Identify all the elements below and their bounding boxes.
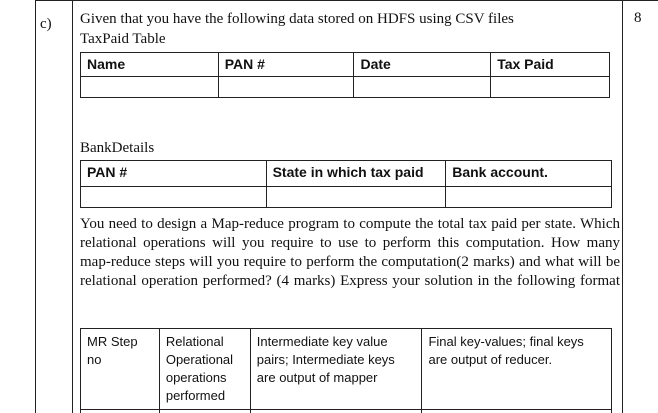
column-header-mr-step: MR Step no — [81, 329, 160, 410]
table-cell — [81, 77, 219, 98]
table-header-row — [81, 53, 610, 77]
table-header-row — [81, 161, 612, 187]
table-row — [81, 77, 610, 98]
table-cell — [81, 410, 160, 413]
bankdetails-table-caption: BankDetails — [80, 140, 155, 156]
table-cell — [159, 410, 250, 413]
table-cell — [81, 187, 267, 208]
margin-line-label — [72, 0, 73, 413]
taxpaid-table-caption: TaxPaid Table — [80, 31, 166, 47]
column-header-final-kv: Final key-values; final keys are output of reducer. — [422, 329, 612, 410]
table-header-row — [81, 329, 612, 410]
column-header-state: State in which tax paid — [266, 161, 446, 187]
column-header-relational-ops: Relational Operational operations performed — [159, 329, 250, 410]
table-cell — [446, 187, 612, 208]
question-label: c) — [40, 16, 52, 32]
taxpaid-table — [80, 52, 610, 98]
margin-line-marks — [622, 0, 623, 413]
column-header-pan: PAN # — [218, 53, 354, 77]
column-header-pan: PAN # — [81, 161, 267, 187]
column-header-tax-paid: Tax Paid — [491, 53, 610, 77]
mapreduce-format-table — [80, 328, 612, 413]
column-header-bank-account: Bank account. — [446, 161, 612, 187]
table-cell — [266, 187, 446, 208]
page-top-border — [35, 0, 658, 1]
table-cell — [491, 77, 610, 98]
table-cell — [422, 410, 612, 413]
table-cell — [250, 410, 422, 413]
column-header-intermediate-kv: Intermediate key value pairs; Intermediate keys are output of mapper — [250, 329, 422, 410]
bankdetails-table — [80, 160, 612, 208]
table-cell — [218, 77, 354, 98]
column-header-name: Name — [81, 53, 219, 77]
table-cell — [354, 77, 491, 98]
question-paragraph: You need to design a Map-reduce program to compute the total tax paid per state. Which relational operations will you require to use to perform this computation. How many map-reduce steps will you require to perform the computation(2 marks) and what will be relational operation performed? (4 marks) Express your solution in the following format — [80, 216, 620, 289]
margin-line-left — [35, 0, 36, 413]
column-header-date: Date — [354, 53, 491, 77]
table-row — [81, 410, 612, 413]
table-row — [81, 187, 612, 208]
question-intro: Given that you have the following data stored on HDFS using CSV files — [80, 11, 514, 27]
question-marks: 8 — [634, 10, 642, 26]
